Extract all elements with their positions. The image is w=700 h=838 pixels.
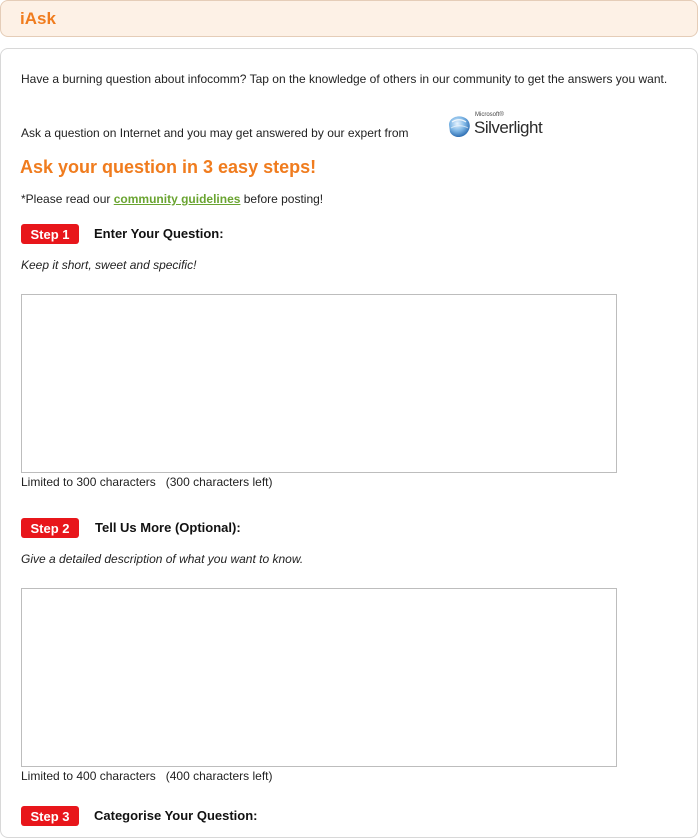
silverlight-gem-icon	[445, 113, 473, 141]
ask-expert-text: Ask a question on Internet and you may get answered by our expert from	[21, 126, 409, 140]
guidelines-prefix: *Please read our	[21, 192, 114, 206]
app-header	[0, 0, 698, 37]
silverlight-logo[interactable]	[445, 111, 555, 141]
step1-chars-left: (300 characters left)	[165, 475, 273, 489]
step1-limit	[21, 475, 272, 489]
step2-badge: Step 2	[21, 518, 79, 538]
step2-hint: Give a detailed description of what you want to know.	[21, 552, 304, 566]
step3-badge: Step 3	[21, 806, 79, 826]
step1-title: Enter Your Question:	[94, 226, 224, 241]
step3-title: Categorise Your Question:	[94, 808, 258, 823]
step2-chars-left: (400 characters left)	[165, 769, 273, 783]
guidelines-note	[21, 192, 323, 206]
silverlight-logo-name: Silverlight	[474, 118, 543, 137]
details-textarea[interactable]	[21, 588, 617, 767]
intro-text: Have a burning question about infocomm? Tap on the knowledge of others in our community to get the answers you want.	[21, 72, 668, 86]
silverlight-logo-small: Microsoft®	[475, 112, 504, 118]
community-guidelines-link[interactable]: community guidelines	[113, 192, 241, 206]
guidelines-suffix: before posting!	[240, 192, 324, 206]
step2-limit-text: Limited to 400 characters	[21, 769, 156, 783]
step2-title: Tell Us More (Optional):	[95, 520, 241, 535]
step2-limit	[21, 769, 272, 783]
step1-badge: Step 1	[21, 224, 79, 244]
steps-heading: Ask your question in 3 easy steps!	[20, 157, 317, 177]
app-title: iAsk	[20, 9, 56, 28]
step1-hint: Keep it short, sweet and specific!	[21, 258, 197, 272]
question-textarea[interactable]	[21, 294, 617, 473]
step1-limit-text: Limited to 300 characters	[21, 475, 156, 489]
